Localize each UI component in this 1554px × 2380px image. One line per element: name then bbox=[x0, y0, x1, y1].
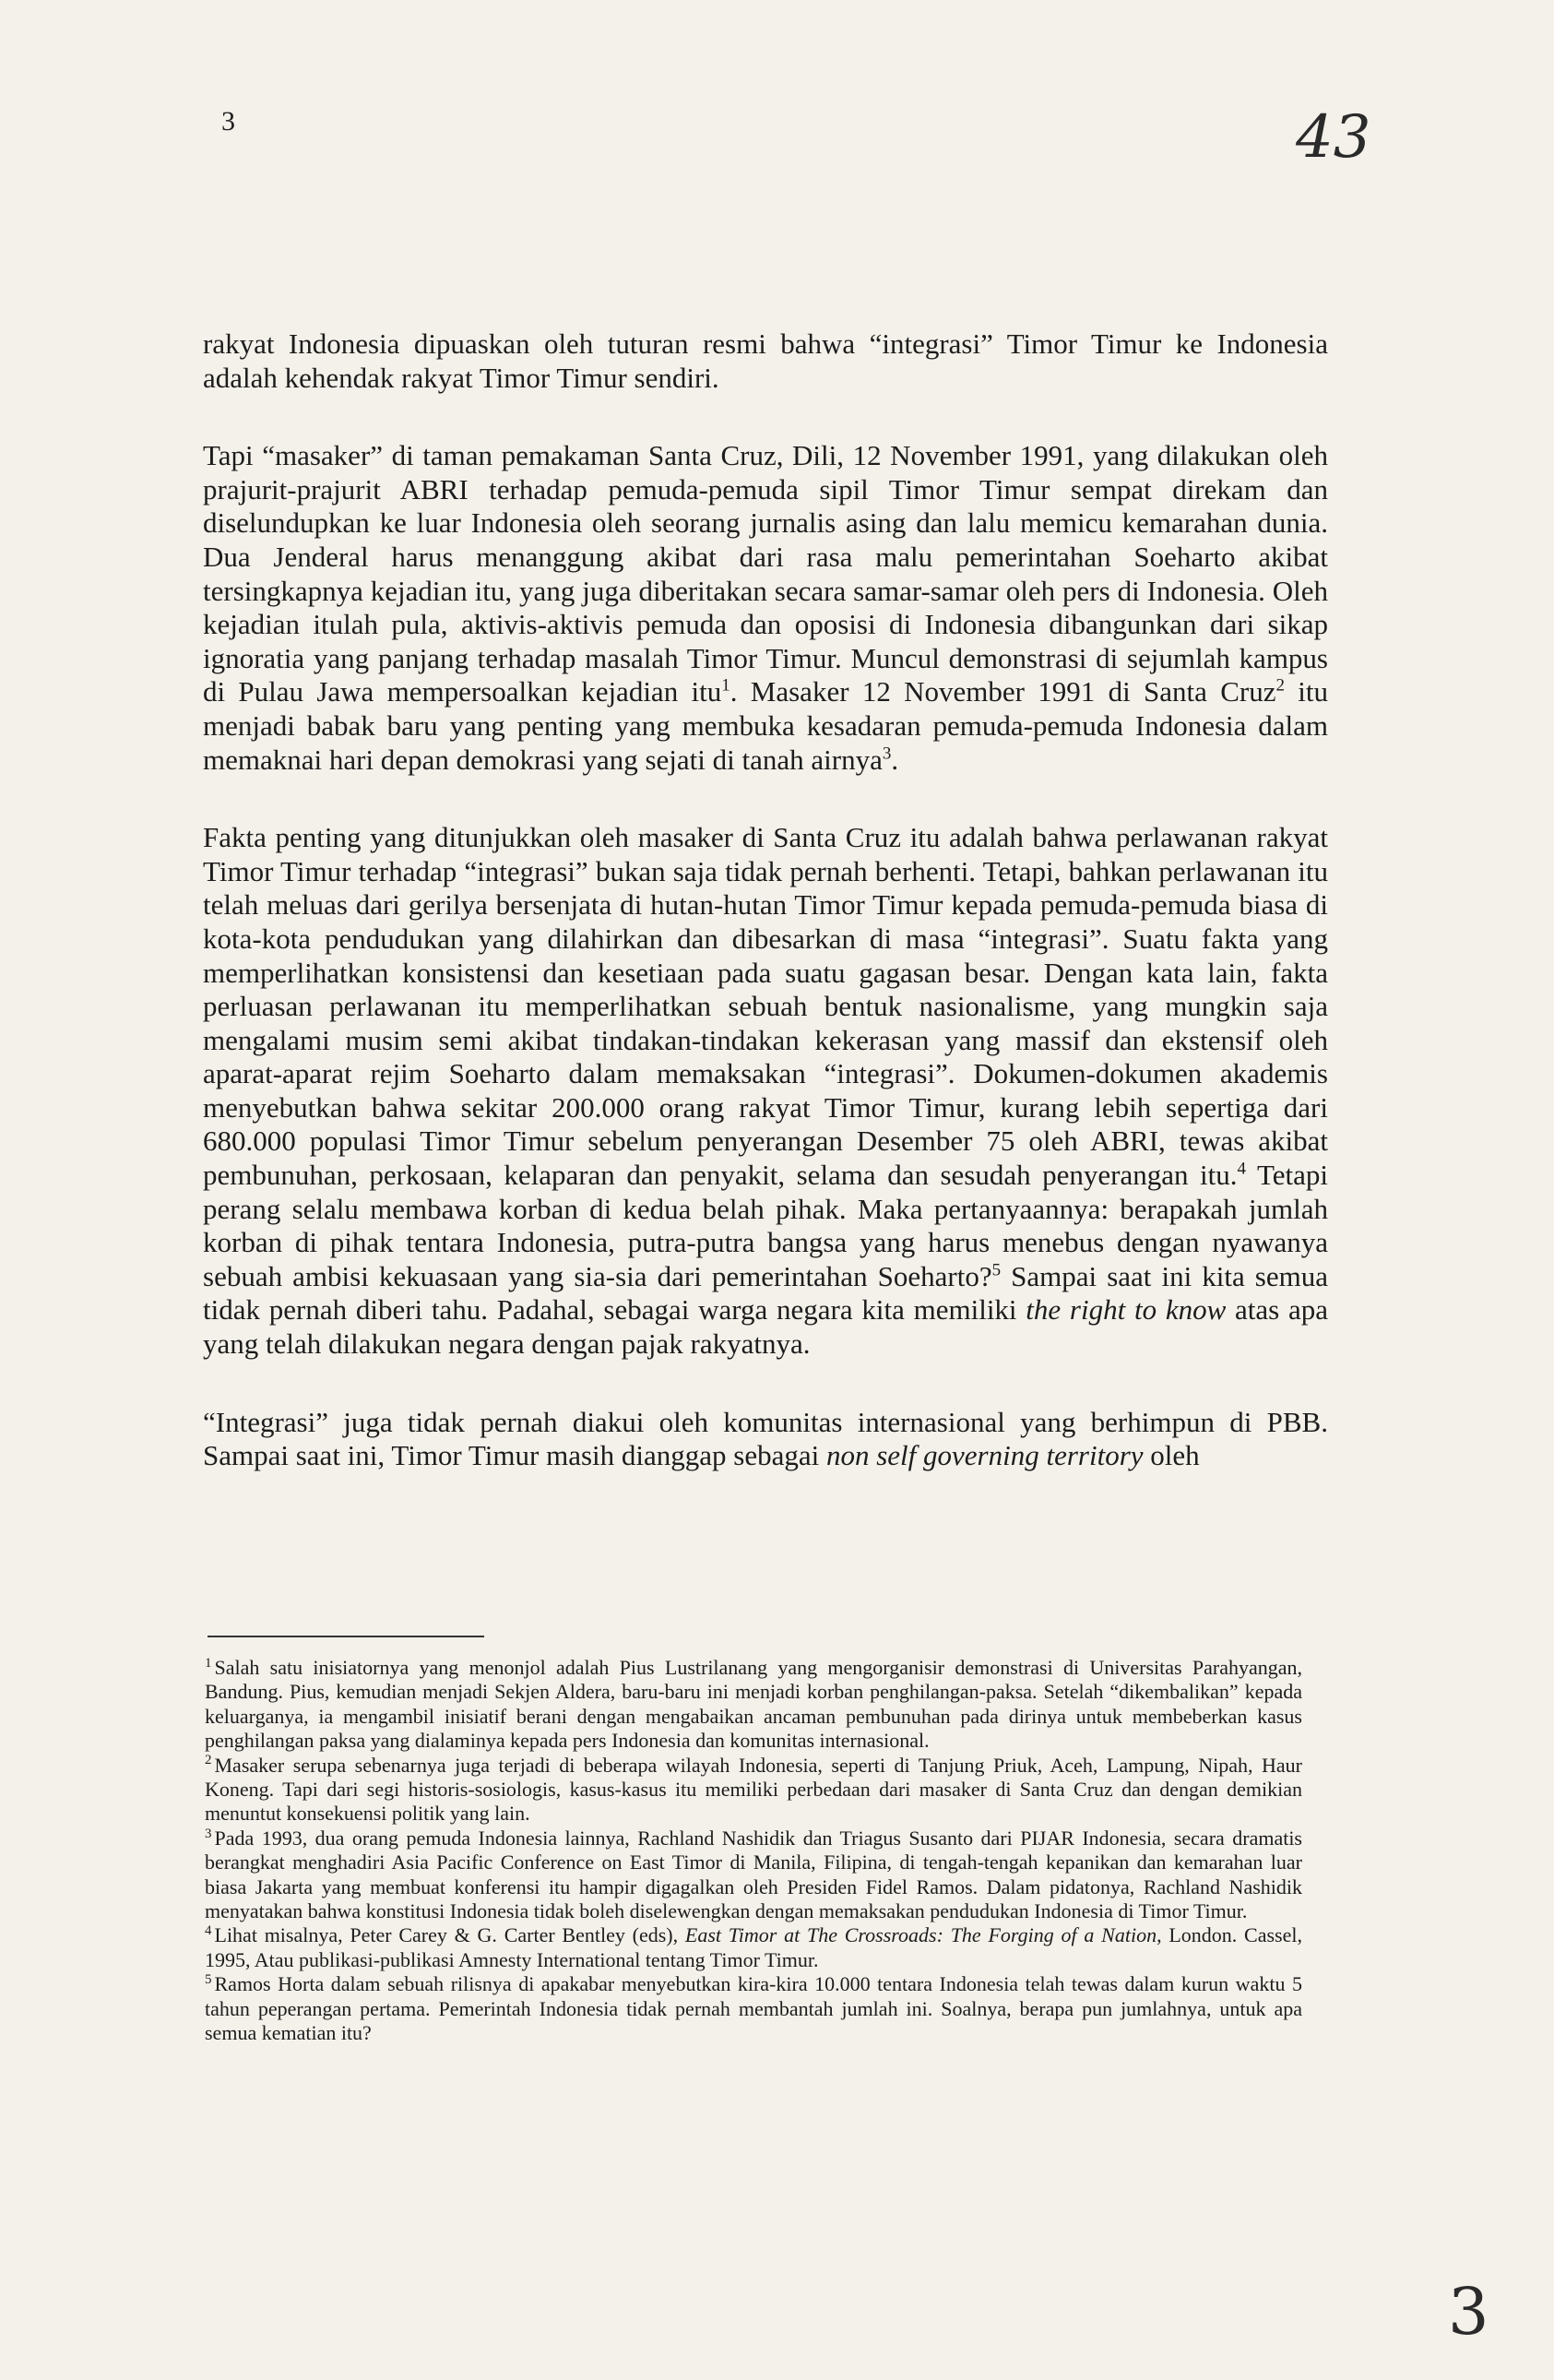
footnotes bbox=[205, 1656, 1302, 2046]
paragraph-4-emphasis: non self governing territory bbox=[825, 1439, 1144, 1472]
footnote-2-mark: 2 bbox=[205, 1753, 212, 1768]
footnote-divider bbox=[208, 1636, 484, 1637]
paragraph-2 bbox=[203, 439, 1328, 777]
paragraph-1-text: rakyat Indonesia dipuaskan oleh tuturan resmi bahwa “integrasi” Timor Timur ke Indonesia adalah kehendak rakyat Timor Timur sendiri. bbox=[203, 327, 1328, 394]
handwritten-page-annotation: 43 bbox=[1296, 103, 1371, 172]
footnote-4-book-title: East Timor at The Crossroads: The Forging of a Nation bbox=[684, 1923, 1157, 1947]
paragraph-4 bbox=[203, 1406, 1328, 1473]
paragraph-1 bbox=[203, 327, 1328, 395]
paragraph-2-text-d: . bbox=[891, 743, 899, 776]
paragraph-2-text-c: itu menjadi babak baru yang penting yang membuka kesadaran pemuda-pemuda Indonesia dalam memaknai hari depan demokrasi yang sejati di tanah airnya bbox=[203, 675, 1328, 776]
footnote-4-mark: 4 bbox=[205, 1923, 212, 1939]
paragraph-3-text-d: atas apa yang telah dilakukan negara dengan pajak rakyatnya. bbox=[203, 1293, 1328, 1361]
footnote-1 bbox=[205, 1656, 1302, 1754]
footnote-4-text-b: , London. Cassel, 1995, Atau publikasi-publikasi Amnesty International tentang Timor Timur. bbox=[205, 1923, 1302, 1971]
paragraph-4-text-a: “Integrasi” juga tidak pernah diakui oleh komunitas internasional yang berhimpun di PBB. Sampai saat ini, Timor Timur masih dianggap sebagai bbox=[203, 1405, 1328, 1472]
footnote-2-text: Masaker serupa sebenarnya juga terjadi di beberapa wilayah Indonesia, seperti di Tanjung Priuk, Aceh, Lampung, Nipah, Haur Koneng. Tapi dari segi historis-sosiologis, kasus-kasus itu memiliki perbedaan dari masaker di Santa Cruz dan dengan demikian menuntut konsekuensi politik yang lain. bbox=[205, 1753, 1302, 1826]
paragraph-3-text-b: Tetapi perang selalu membawa korban di kedua belah pihak. Maka pertanyaannya: berapakah jumlah korban di pihak tentara Indonesia, putra-putra bangsa yang harus menebus dengan nyawanya sebuah ambisi kekuasaan yang sia-sia dari pemerintahan Soeharto? bbox=[203, 1159, 1328, 1292]
footnote-ref-1: 1 bbox=[721, 676, 730, 696]
footnote-4-text-a: Lihat misalnya, Peter Carey & G. Carter Bentley (eds), bbox=[214, 1923, 685, 1947]
footnote-ref-4: 4 bbox=[1237, 1159, 1247, 1179]
paragraph-3 bbox=[203, 821, 1328, 1362]
footnote-5-text: Ramos Horta dalam sebuah rilisnya di apakabar menyebutkan kira-kira 10.000 tentara Indonesia telah tewas dalam kurun waktu 5 tahun peperangan pertama. Pemerintah Indonesia tidak pernah membantah jumlah ini. Soalnya, berapa pun jumlahnya, untuk apa semua kematian itu? bbox=[205, 1972, 1302, 2045]
footnote-2 bbox=[205, 1754, 1302, 1827]
paragraph-2-text-b: . Masaker 12 November 1991 di Santa Cruz bbox=[730, 675, 1276, 708]
paragraph-3-text-c: Sampai saat ini kita semua tidak pernah diberi tahu. Padahal, sebagai warga negara kita memiliki bbox=[203, 1259, 1328, 1327]
footnote-3-text: Pada 1993, dua orang pemuda Indonesia lainnya, Rachland Nashidik dan Triagus Susanto dari PIJAR Indonesia, secara dramatis berangkat menghadiri Asia Pacific Conference on East Timor di Manila, Filipina, di tengah-tengah kepanikan dan kemarahan luar biasa Jakarta yang membuat konferensi itu hampir digagalkan oleh Presiden Fidel Ramos. Dalam pidatonya, Rachland Nashidik menyatakan bahwa konstitusi Indonesia tidak boleh diselewengkan dengan memaksakan pendudukan Indonesia di Timor Timur. bbox=[205, 1826, 1302, 1923]
page-number: 3 bbox=[221, 106, 235, 137]
footnote-ref-5: 5 bbox=[991, 1260, 1002, 1280]
footnote-1-mark: 1 bbox=[205, 1655, 212, 1671]
footnote-3-mark: 3 bbox=[205, 1826, 212, 1841]
footnote-3 bbox=[205, 1827, 1302, 1924]
paragraph-3-emphasis: the right to know bbox=[1026, 1293, 1227, 1327]
handwritten-page-number: 3 bbox=[1448, 2274, 1489, 2350]
footnote-ref-2: 2 bbox=[1275, 676, 1285, 696]
footnote-1-text: Salah satu inisiatornya yang menonjol adalah Pius Lustrilanang yang mengorganisir demonstrasi di Universitas Parahyangan, Bandung. Pius, kemudian menjadi Sekjen Aldera, baru-baru ini menjadi korban penghilangan-paksa. Setelah “dikembalikan” kepada keluarganya, ia mengambil inisiatif berani dengan mengabaikan ancaman pembunuhan pada dirinya untuk membeberkan kasus penghilangan paksa yang dialaminya kepada pers Indonesia dan komunitas internasional. bbox=[205, 1656, 1302, 1753]
body-text bbox=[203, 327, 1328, 1473]
footnote-5 bbox=[205, 1972, 1302, 2045]
paragraph-2-text-a: Tapi “masaker” di taman pemakaman Santa Cruz, Dili, 12 November 1991, yang dilakukan oleh prajurit-prajurit ABRI terhadap pemuda-pemuda sipil Timor Timur sempat direkam dan diselundupkan ke luar Indonesia oleh seorang jurnalis asing dan lalu memicu kemarahan dunia. Dua Jenderal harus menanggung akibat dari rasa malu pemerintahan Soeharto akibat tersingkapnya kejadian itu, yang juga diberitakan secara samar-samar oleh pers di Indonesia. Oleh kejadian itulah pula, aktivis-aktivis pemuda dan oposisi di Indonesia dibangunkan dari sikap ignoratia yang panjang terhadap masalah Timor Timur. Muncul demonstrasi di sejumlah kampus di Pulau Jawa mempersoalkan kejadian itu bbox=[203, 439, 1328, 708]
paragraph-4-text-b: oleh bbox=[1143, 1439, 1200, 1472]
paragraph-3-text-a: Fakta penting yang ditunjukkan oleh masaker di Santa Cruz itu adalah bahwa perlawanan rakyat Timor Timur terhadap “integrasi” bukan saja tidak pernah berhenti. Tetapi, bahkan perlawanan itu telah meluas dari gerilya bersenjata di hutan-hutan Timor Timur kepada pemuda-pemuda biasa di kota-kota pendudukan yang dilahirkan dan dibesarkan di masa “integrasi”. Suatu fakta yang memperlihatkan konsistensi dan kesetiaan pada suatu gagasan besar. Dengan kata lain, fakta perluasan perlawanan itu memperlihatkan sebuah bentuk nasionalisme, yang mungkin saja mengalami musim semi akibat tindakan-tindakan kekerasan yang massif dan ekstensif oleh aparat-aparat rejim Soeharto dalam memaksakan “integrasi”. Dokumen-dokumen akademis menyebutkan bahwa sekitar 200.000 orang rakyat Timor Timur, kurang lebih sepertiga dari 680.000 populasi Timor Timur sebelum penyerangan Desember 75 oleh ABRI, tewas akibat pembunuhan, perkosaan, kelaparan dan penyakit, selama dan sesudah penyerangan itu. bbox=[203, 821, 1328, 1192]
footnote-ref-3: 3 bbox=[882, 744, 892, 764]
footnote-4 bbox=[205, 1923, 1302, 1972]
footnote-5-mark: 5 bbox=[205, 1971, 212, 1987]
